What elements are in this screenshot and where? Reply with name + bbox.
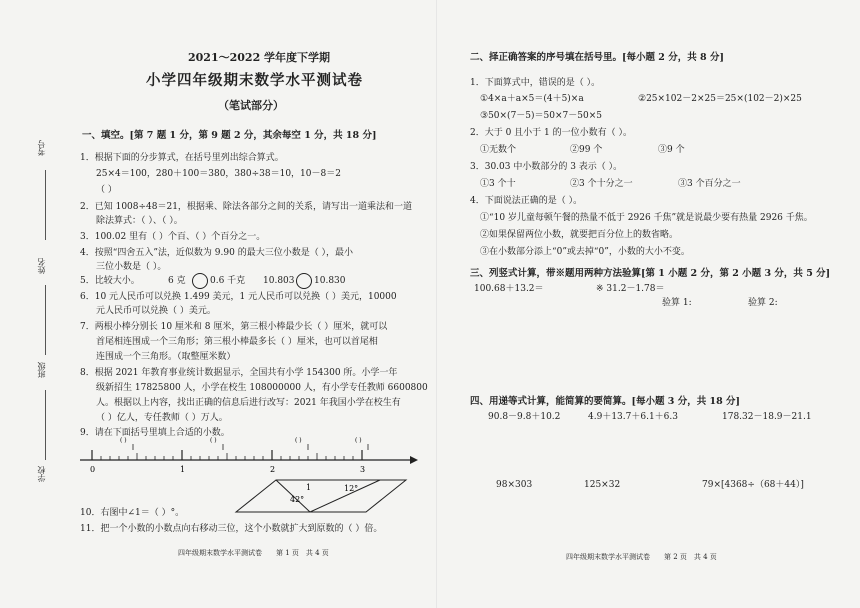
q10-text: 10．右图中∠1＝（ ）°。 [80, 508, 185, 518]
blank-label: ( ) [355, 437, 362, 444]
tick-label: 2 [270, 465, 276, 474]
q3-text: 3．100.02 里有（ ）个百、（ ）个百分之一。 [80, 232, 266, 242]
side-label-name: 姓名 [37, 258, 46, 274]
side-line [45, 285, 46, 355]
s2-q4-text: 4．下面说法正确的是（ ）。 [470, 196, 583, 206]
s2-q2-text: 2．大于 0 且小于 1 的一位小数有（ ）。 [470, 128, 632, 138]
s2-q2-option-3: ③9 个 [658, 145, 685, 155]
s3-check-2: 验算 2: [748, 298, 778, 308]
side-label-class: 班级 [37, 362, 46, 378]
tick-label: 1 [180, 465, 186, 474]
q5-right-2: 10.830 [314, 276, 346, 286]
q8-text-cont: 级新招生 17825800 人，小学在校生 108000000 人，有小学专任教师 6600800 [96, 383, 428, 393]
s4-item: 4.9＋13.7＋6.1＋6.3 [588, 412, 678, 422]
section1-heading: 一、填空。[第 7 题 1 分，第 9 题 2 分，其余每空 1 分，共 18 分] [82, 130, 377, 141]
s2-q4-option-1: ①“10 岁儿童每顿午餐的热量不低于 2926 千焦”就是说最少要有热量 2926 千焦。 [480, 213, 813, 223]
page-gap [436, 0, 437, 608]
side-label-exam-no: 考号 [37, 140, 46, 156]
page-subtitle: （笔试部分） [218, 99, 284, 112]
page-title: 小学四年级期末数学水平测试卷 [146, 72, 363, 89]
s2-q3-option-2: ②3 个十分之一 [570, 179, 633, 189]
q7-text: 7．两根小棒分别长 10 厘米和 8 厘米，第三根小棒最少长（ ）厘米，就可以 [80, 322, 388, 332]
q5-left-2: 10.803 [263, 276, 295, 286]
blank-label: ( ) [295, 437, 302, 444]
compare-circle [192, 273, 208, 289]
q2-text-cont: 除法算式：（ ）、（ ）。 [96, 216, 183, 226]
tick-label: 0 [90, 465, 96, 474]
s2-q3-option-1: ①3 个十 [480, 179, 516, 189]
s2-q2-option-1: ①无数个 [480, 145, 517, 155]
number-line-figure [80, 436, 420, 516]
s3-q2-text: ※ 31.2－1.78＝ [596, 284, 665, 294]
q9-text: 9．请在下面括号里填上合适的小数。 [80, 428, 230, 438]
q7-text-cont: 连围成一个三角形。（取整厘米数） [96, 352, 236, 362]
section4-heading: 四、用递等式计算，能简算的要简算。[每小题 3 分，共 18 分] [470, 396, 741, 407]
q8-text-cont: 人。根据以上内容，找出正确的信息后进行改写：2021 年我国小学在校生有 [96, 398, 401, 408]
q4-text-cont: 三位小数是（ ）。 [96, 262, 167, 272]
number-line-ticks [92, 444, 368, 460]
s3-check-1: 验算 1: [662, 298, 692, 308]
q6-text: 6．10 元人民币可以兑换 1.499 美元，1 元人民币可以兑换（ ）美元，10000 [80, 292, 397, 302]
blank-label: ( ) [210, 437, 217, 444]
s4-item: 98×303 [496, 480, 533, 490]
blank-label: ( ) [120, 437, 127, 444]
s2-q4-option-2: ②如果保留两位小数，就要把百分位上的数省略。 [480, 230, 679, 240]
s4-item: 79×[4368÷（68＋44）] [702, 480, 804, 490]
section3-heading: 三、列竖式计算，带※题用两种方法验算[第 1 小题 2 分，第 2 小题 3 分，共 5 分] [470, 268, 831, 279]
s2-q1-text: 1．下面算式中，错误的是（ ）。 [470, 78, 601, 88]
s2-q1-option-2: ②25×102－2×25＝25×(102－2)×25 [638, 94, 802, 104]
angle-label: 12° [344, 484, 359, 493]
page-2 [440, 0, 860, 608]
q8-text: 8．根据 2021 年教育事业统计数据显示，全国共有小学 154300 所。小学一年 [80, 368, 398, 378]
s2-q4-option-3: ③在小数部分添上“0”或去掉“0”，小数的大小不变。 [480, 247, 690, 257]
s4-item: 178.32－18.9－21.1 [722, 412, 812, 422]
s2-q1-option-3: ③50×(7－5)＝50×7－50×5 [480, 111, 602, 121]
term-label: 2021～2022 学年度下学期 [188, 51, 331, 64]
s2-q3-text: 3．30.03 中小数部分的 3 表示（ ）。 [470, 162, 623, 172]
q2-text: 2．已知 1008÷48＝21，根据乘、除法各部分之间的关系，请写出一道乘法和一道 [80, 202, 412, 212]
q1-text: 1．根据下面的分步算式，在括号里列出综合算式。 [80, 153, 284, 163]
q6-text-cont: 元人民币可以兑换（ ）美元。 [96, 306, 216, 316]
s3-q1-text: 100.68＋13.2＝ [474, 284, 544, 294]
side-line [45, 390, 46, 460]
q4-text: 4．按照“四舍五入”法，近似数为 9.90 的最大三位小数是（ ），最小 [80, 248, 354, 258]
q11-text: 11．把一个小数的小数点向右移动三位，这个小数就扩大到原数的（ ）倍。 [80, 524, 383, 534]
s4-item: 125×32 [584, 480, 621, 490]
q5-left-1: 6 克 [168, 276, 186, 286]
q1-steps: 25×4＝100，280＋100＝380，380÷38＝10，10－8＝2 [96, 169, 341, 179]
page-footer: 四年级期末数学水平测试卷 第 1 页 共 4 页 [178, 549, 329, 557]
side-line [45, 170, 46, 240]
q7-text-cont: 首尾相连围成一个三角形；第三根小棒最多长（ ）厘米，也可以首尾相 [96, 337, 378, 347]
tick-label: 3 [360, 465, 366, 474]
q8-text-cont: （ ）亿人，专任教师（ ）万人。 [96, 413, 228, 423]
side-label-school: 学校 [37, 466, 46, 482]
s2-q1-option-1: ①4×a＋a×5＝(4＋5)×a [480, 94, 584, 104]
page-footer: 四年级期末数学水平测试卷 第 2 页 共 4 页 [566, 553, 717, 561]
angle-label: 42° [290, 495, 305, 504]
q5-right-1: 0.6 千克 [210, 276, 246, 286]
s2-q3-option-3: ③3 个百分之一 [678, 179, 741, 189]
section2-heading: 二、择正确答案的序号填在括号里。[每小题 2 分，共 8 分] [470, 52, 724, 63]
compare-circle [296, 273, 312, 289]
s2-q2-option-2: ②99 个 [570, 145, 603, 155]
q5-label: 5．比较大小。 [80, 276, 140, 286]
s4-item: 90.8－9.8＋10.2 [488, 412, 561, 422]
angle-label: 1 [306, 483, 312, 492]
arrow-icon [410, 456, 418, 464]
q1-answer-blank: （ ） [96, 185, 117, 195]
